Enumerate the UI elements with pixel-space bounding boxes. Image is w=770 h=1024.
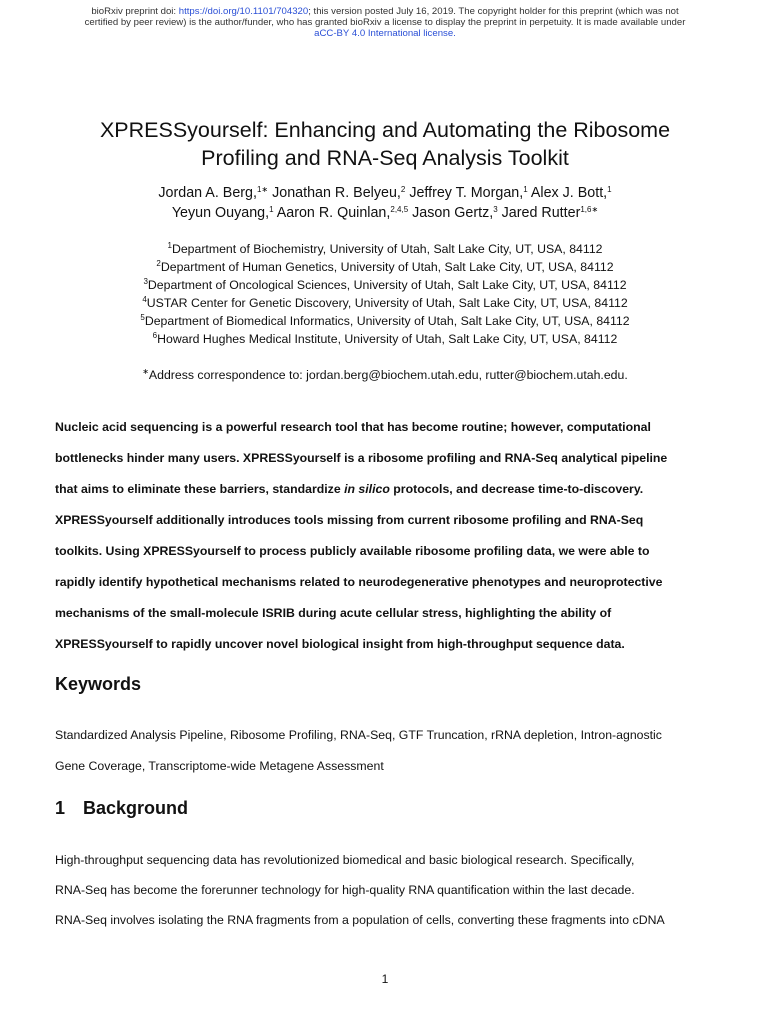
author-list (40, 183, 730, 223)
author: Jason Gertz,$^3$ (412, 205, 498, 221)
author: Jonathan R. Belyeu,$^2$ (272, 185, 406, 201)
license-link[interactable]: CC-BY 4.0 International license (319, 28, 454, 39)
affiliation-item: $^4$USTAR Center for Genetic Discovery, University of Utah, Salt Lake City, UT, USA, 84112 (142, 295, 628, 310)
correspondence-note: ∗Address correspondence to: jordan.berg@biochem.utah.edu, rutter@biochem.utah.edu. (142, 367, 628, 382)
author: Alex J. Bott,$^1$ (530, 185, 612, 201)
keywords-heading: Keywords (55, 674, 142, 694)
notice-line-1: bioRxiv preprint doi: https://doi.org/10.1101/704320; this version posted July 16, 2019. The copyright holder for this preprint (which was not (91, 6, 679, 17)
affiliation-item: $^6$Howard Hughes Medical Institute, University of Utah, Salt Lake City, UT, USA, 84112 (152, 331, 618, 346)
author: Jared Rutter$^{1,6∗}$ (501, 205, 599, 221)
author: Jordan A. Berg,$^{1∗}$ (158, 185, 269, 201)
preprint-notice (0, 6, 770, 39)
section-number: 1 (55, 798, 66, 818)
background-text: High-throughput sequencing data has revolutionized biomedical and basic biological research. Specifically, RNA-Seq has become the forerunner technology for high-quality RNA quantification within the last decade. RNA-Seq involves isolating the RNA fragments from a population of cells, converting these fragments into cDNA (55, 853, 665, 927)
author: Aaron R. Quinlan,$^{2,4,5}$ (276, 205, 409, 221)
paper-title: XPRESSyourself: Enhancing and Automating the Ribosome Profiling and RNA-Seq Analysis Toolkit (99, 118, 671, 170)
affiliation-item: $^3$Department of Oncological Sciences, University of Utah, Salt Lake City, UT, USA, 84112 (143, 277, 627, 292)
abstract: Nucleic acid sequencing is a powerful research tool that has become routine; however, computational bottlenecks hinder many users. XPRESSyourself is a ribosome profiling and RNA-Seq analytical pipeline that aims to eliminate these barriers, standardize in silico protocols, and decrease time-to-discovery. XPRESSyourself additionally introduces tools missing from current ribosome profiling and RNA-Seq toolkits. Using XPRESSyourself to process publicly available ribosome profiling data, we were able to rapidly identify hypothetical mechanisms related to neurodegenerative phenotypes and neuroprotective mechanisms of the small-molecule ISRIB during acute cellular stress, highlighting the ability of XPRESSyourself to rapidly uncover novel biological insight from high-throughput sequence data. (55, 420, 668, 651)
notice-line-2: certified by peer review) is the author/funder, who has granted bioRxiv a license to display the preprint in perpetuity. It is made available under (84, 17, 686, 28)
author: Jeffrey T. Morgan,$^1$ (409, 185, 528, 201)
author-line-2 (40, 203, 730, 223)
page-number: 1 (381, 972, 389, 986)
background-heading (55, 798, 188, 819)
affiliation-item: $^2$Department of Human Genetics, University of Utah, Salt Lake City, UT, USA, 84112 (156, 259, 614, 274)
affiliations (40, 240, 730, 348)
notice-line-3: aCC-BY 4.0 International license. (314, 28, 456, 39)
affiliation-item: $^5$Department of Biomedical Informatics, University of Utah, Salt Lake City, UT, USA, 84112 (140, 313, 630, 328)
affiliation-item: $^1$Department of Biochemistry, University of Utah, Salt Lake City, UT, USA, 84112 (167, 241, 603, 256)
keywords-text: Standardized Analysis Pipeline, Ribosome Profiling, RNA-Seq, GTF Truncation, rRNA depletion, Intron-agnostic Gene Coverage, Transcriptome-wide Metagene Assessment (55, 728, 662, 773)
doi-link[interactable]: https://doi.org/10.1101/704320 (178, 6, 309, 17)
section-title: Background (83, 798, 189, 818)
author: Yeyun Ouyang,$^1$ (171, 205, 274, 221)
author-line-1 (40, 183, 730, 203)
